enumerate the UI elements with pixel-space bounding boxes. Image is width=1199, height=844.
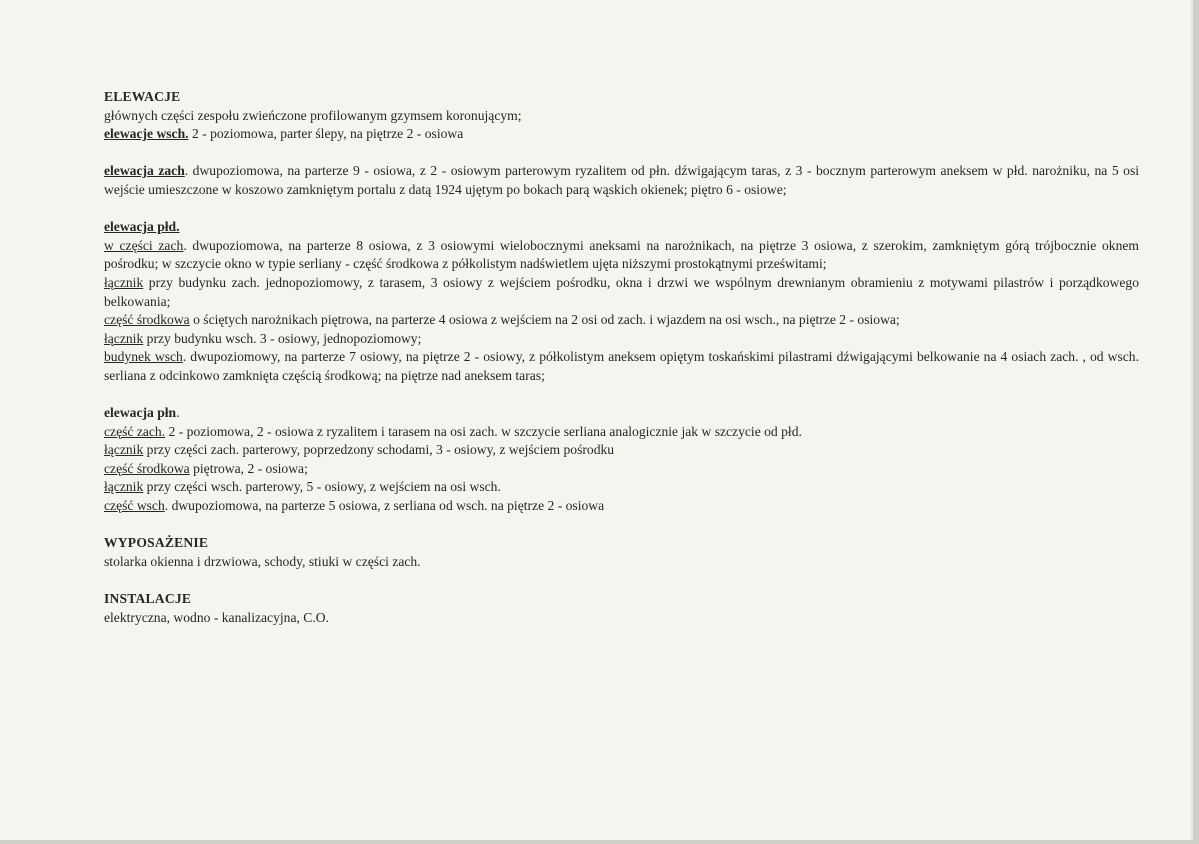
pln-item-label: część zach. xyxy=(104,423,166,439)
pld-item-label: budynek wsch xyxy=(104,349,183,365)
elewacja-pln-heading xyxy=(104,404,1139,423)
section-heading-instalacje: INSTALACJE xyxy=(104,591,192,607)
elewacja-pln-heading-suffix: . xyxy=(176,405,180,421)
pln-item-label: część środkowa xyxy=(104,460,190,476)
elewacja-pld-heading xyxy=(104,218,1139,237)
wyposazenie-text: stolarka okienna i drzwiowa, schody, stiuki w części zach. xyxy=(104,553,421,569)
section-heading-elewacje: ELEWACJE xyxy=(104,89,181,104)
spacer xyxy=(104,386,1139,405)
elewacje-wsch-line xyxy=(104,125,1139,144)
elewacje-wsch-label: elewacje wsch. xyxy=(104,126,189,142)
elewacja-pln-heading-text: elewacja płn xyxy=(104,405,177,421)
pln-item-lacznik-zach xyxy=(104,441,1139,460)
spacer xyxy=(104,200,1139,219)
pld-item-label: część środkowa xyxy=(104,312,190,328)
pln-item-label: łącznik xyxy=(104,479,144,495)
pld-item-text: . dwupoziomowy, na parterze 7 osiowy, na piętrze 2 - osiowy, z półkolistym aneksem opiętym toskańskimi pilastrami dźwigającymi belkowanie na 4 osiach zach. , od wsch. serliana z odcinkowo zamknięta częścią środkową; na piętrze nad aneksem taras; xyxy=(104,349,1140,383)
pld-item-text: o ściętych narożnikach piętrowa, na parterze 4 osiowa z wejściem na 2 osi od zach. i wjazdem na osi wsch., na piętrze 2 - osiowa; xyxy=(189,312,900,328)
pln-item-text: 2 - poziomowa, 2 - osiowa z ryzalitem i tarasem na osi zach. w szczycie serliana analogicznie jak w szczycie od płd. xyxy=(165,423,802,439)
instalacje-text: elektryczna, wodno - kanalizacyjna, C.O. xyxy=(104,609,329,625)
elewacja-pld-heading-text: elewacja płd. xyxy=(104,219,180,235)
pld-item-czesc-zach xyxy=(104,237,1139,274)
pln-item-czesc-zach xyxy=(104,423,1139,442)
pld-item-lacznik-zach xyxy=(104,274,1139,311)
pln-item-text: przy części zach. parterowy, poprzedzony schodami, 3 - osiowy, z wejściem pośrodku xyxy=(143,442,615,458)
spacer xyxy=(104,144,1139,163)
pld-item-text: przy budynku zach. jednopoziomowy, z tarasem, 3 osiowy z wejściem pośrodku, okna i drzwi we wspólnym drewnianym obramieniu z motywami pilastrów i porządkowego belkowania; xyxy=(104,274,1139,309)
elewacja-zach-label: elewacja zach xyxy=(104,163,185,179)
pln-item-label: łącznik xyxy=(104,442,144,458)
pln-item-text: . dwupoziomowa, na parterze 5 osiowa, z serliana od wsch. na piętrze 2 - osiowa xyxy=(164,498,605,514)
pln-item-text: przy części wsch. parterowy, 5 - osiowy, z wejściem na osi wsch. xyxy=(143,479,501,495)
elewacja-zach-text: . dwupoziomowa, na parterze 9 - osiowa, z 2 - osiowym parterowym ryzalitem od płn. dźwigającym taras, z 3 - bocznym parterowym aneksem w płd. narożniku, na 5 osi wejście umieszczone w koszowo zamkniętym portalu z datą 1924 ujętym po bokach parą wąskich okienek; piętro 6 - osiowe; xyxy=(104,163,1140,197)
pld-item-lacznik-wsch xyxy=(104,330,1139,349)
elewacje-wsch-text: 2 - poziomowa, parter ślepy, na piętrze 2 - osiowa xyxy=(188,126,464,142)
pld-item-text: przy budynku wsch. 3 - osiowy, jednopoziomowy; xyxy=(143,330,422,346)
pln-item-lacznik-wsch xyxy=(104,478,1139,497)
spacer xyxy=(104,516,1139,535)
pln-item-czesc-srodkowa xyxy=(104,460,1139,479)
pln-item-text: piętrowa, 2 - osiowa; xyxy=(189,460,308,476)
elewacja-zach-paragraph xyxy=(104,162,1139,199)
pld-item-label: łącznik xyxy=(104,330,144,346)
spacer xyxy=(104,571,1139,590)
section-heading-wyposazenie: WYPOSAŻENIE xyxy=(104,535,209,551)
pld-item-label: w części zach xyxy=(104,237,184,253)
pld-item-czesc-srodkowa xyxy=(104,311,1139,330)
document-body xyxy=(104,88,1139,627)
pln-item-czesc-wsch xyxy=(104,497,1139,516)
pld-item-text: . dwupoziomowa, na parterze 8 osiowa, z 3 osiowymi wielobocznymi aneksami na narożnikach, na piętrze 3 osiowa, z szerokim, zamkniętym górą trójbocznie oknem pośrodku; w szczycie okno w typie serliany - część środkowa z półkolistym nadświetlem ujęta niższymi prostokątnymi prześwitami; xyxy=(104,237,1139,272)
elewacje-intro: głównych części zespołu zwieńczone profilowanym gzymsem koronującym; xyxy=(104,107,522,123)
pld-item-label: łącznik xyxy=(104,274,144,290)
pln-item-label: część wsch xyxy=(104,498,165,514)
pld-item-budynek-wsch xyxy=(104,348,1139,385)
